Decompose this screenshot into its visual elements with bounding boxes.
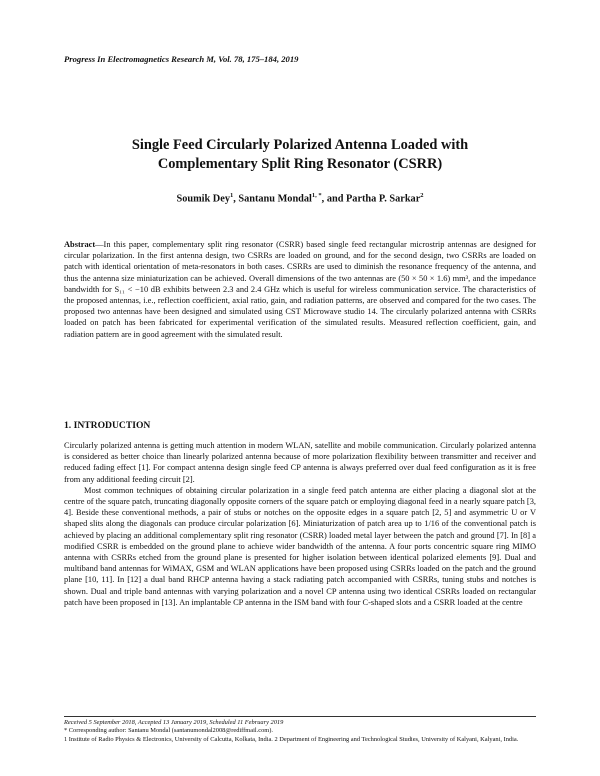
- title-line-1: Single Feed Circularly Polarized Antenna Loaded with: [131, 137, 469, 153]
- paragraph-1: Circularly polarized antenna is getting much attention in modern WLAN, satellite and mobile communication. Circularly polarized antenna is considered as better choice than linearly polarized antenna because of more polarization flexibility between transmitter and receiver and reduced fading effect [1]. For compact antenna design single feed CP antenna is always preferred over dual feed configuration as it is free from any additional feeding circuit [2].: [64, 441, 536, 484]
- author-3: Partha P. Sarkar: [346, 193, 421, 205]
- author-2: Santanu Mondal: [238, 193, 312, 205]
- paragraph-2: Most common techniques of obtaining circular polarization in a single feed patch antenna are either placing a diagonal slot at the centre of the square patch, truncating diagonally opposite corners of the square patch or employing diagonal feed in a nearly square patch [3, 4]. Beside these conventional methods, a pair of stubs or notches on the opposite edges in a square patch [2, 5] and asymmetric U or V shaped slits along the diagonals can produce circular polarization [6]. Miniaturization of patch area up to 1/16 of the conventional patch is achieved by placing an additional complementary split ring resonator (CSRR) loaded metal layer between the patch and ground [7]. In [8] a modified CSRR is embedded on the ground plane to achieve wider bandwidth of the antenna. A four ports concentric square ring MIMO antenna with CSRRs etched from the ground plane is presented for higher isolation between identical polarized elements [9]. Dual and multiband band antennas for WiMAX, GSM and WLAN applications have been proposed using CSRRs loaded on the patch and the ground plane [10, 11]. In [12] a dual band RHCP antenna having a stack radiating patch accompanied with CSRRs, tuning stubs and notches is shown. Dual and triple band antennas with varying polarization and a novel CP antenna using two identical CSRRs loaded on rectangular patch have been proposed in [13]. An implantable CP antenna in the ISM band with four C-shaped slots and a CSRR loaded at the centre: [64, 485, 536, 607]
- author-1: Soumik Dey: [176, 193, 230, 205]
- footnote-rule: [64, 716, 536, 717]
- author-1-affil: 1: [229, 192, 234, 199]
- footnote-corresponding: * Corresponding author: Santanu Mondal (santanumondal2008@rediffmail.com).: [64, 727, 273, 735]
- abstract: [64, 239, 536, 340]
- footnote-received: Received 5 September 2018, Accepted 13 January 2019, Scheduled 11 February 2019: [64, 719, 284, 726]
- author-3-affil: 2: [420, 192, 424, 199]
- abstract-label: Abstract: [64, 240, 96, 249]
- title-line-2: Complementary Split Ring Resonator (CSRR): [157, 156, 443, 172]
- body-text: [64, 440, 536, 608]
- journal-header: Progress In Electromagnetics Research M, Vol. 78, 175–184, 2019: [64, 54, 299, 64]
- author-sep-1: ,: [233, 193, 239, 205]
- section-heading: 1. INTRODUCTION: [64, 420, 151, 431]
- author-2-affil: 1, *: [311, 192, 322, 199]
- author-sep-2: , and: [321, 193, 346, 205]
- paper-title: [60, 136, 540, 174]
- abstract-text: —In this paper, complementary split ring resonator (CSRR) based single feed rectangular microstrip antennas are designed for circular polarization. In the first antenna design, two CSRRs are loaded on ground, and for the second design, two CSRRs are loaded on patch with identical orientation of meta-resonators in both cases. CSRRs are used to diminish the resonance frequency of the antenna, and thus the antenna size miniaturization can be achieved. Overall dimensions of the two antennas are (50 × 50 × 1.6) mm³, and the impedance bandwidth for S₁₁ < −10 dB exhibits between 2.3 and 2.4 GHz which is useful for wireless communication service. The characteristics of the proposed antennas, i.e., reflection coefficient, axial ratio, gain, and radiation patterns, are observed and compared for the two cases. The proposed two antennas have been designed and simulated using CST Microwave studio 14. The circularly polarized antenna with CSRRs loaded on patch has been fabricated for experimental verification of the simulated results. Measured reflection coefficient, gain, and radiation pattern are in good agreement with the simulated result.: [64, 240, 536, 339]
- footnotes: [64, 716, 536, 744]
- footnote-affiliations: 1 Institute of Radio Physics & Electronics, University of Calcutta, Kolkata, India. 2 Department of Engineering and Technological Studies, University of Kalyani, Kalyani, India.: [64, 735, 519, 743]
- author-list: [60, 192, 540, 204]
